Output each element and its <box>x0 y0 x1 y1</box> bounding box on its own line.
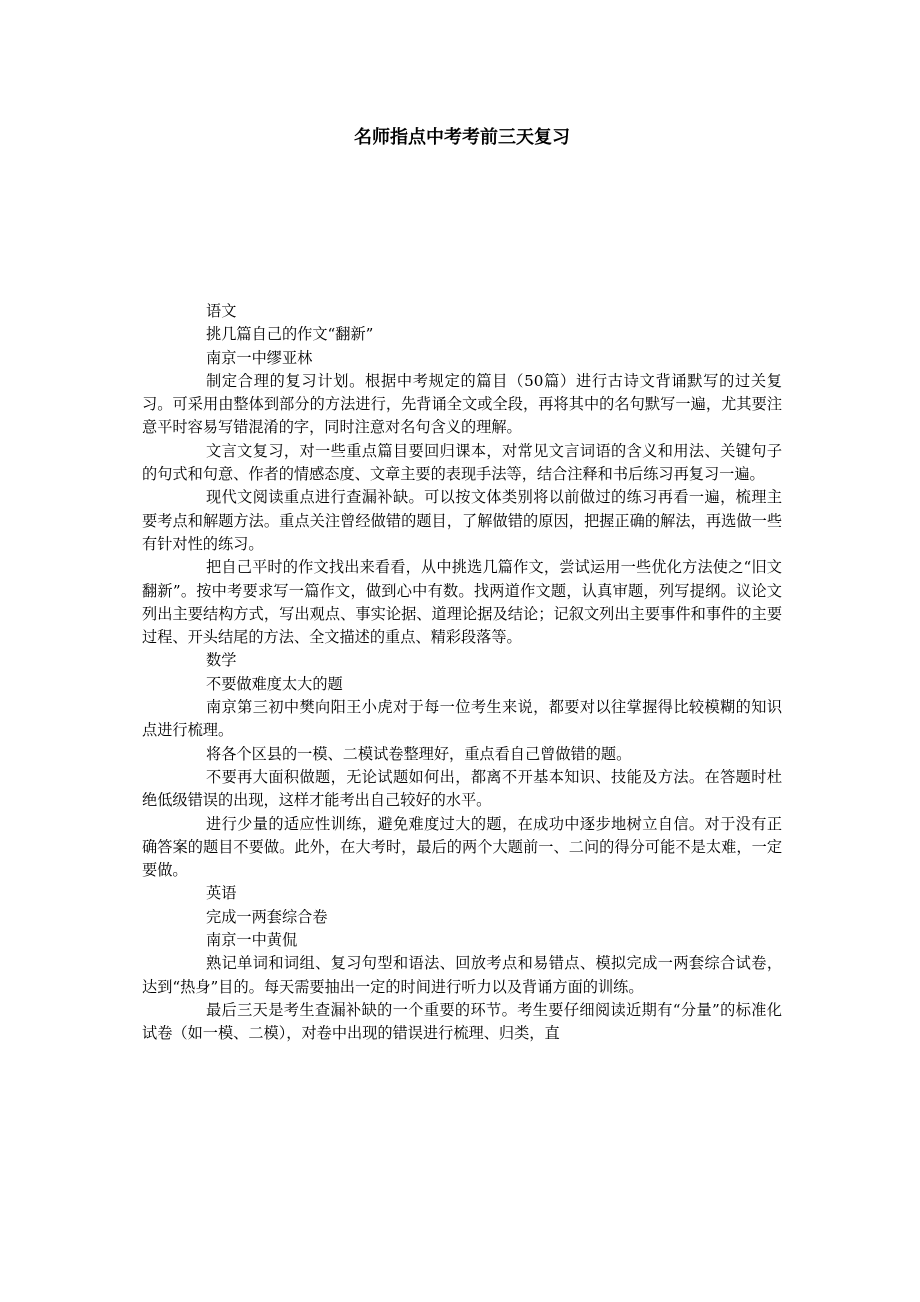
paragraph: 把自己平时的作文找出来看看，从中挑选几篇作文，尝试运用一些优化方法使之“旧文翻新”。按中考要求写一篇作文，做到心中有数。找两道作文题，认真审题，列写提纲。议论文列出主要结构方式，写出观点、事实论据、道理论据及结论；记叙文列出主要事件和事件的主要过程、开头结尾的方法、全文描述的重点、精彩段落等。 <box>142 558 782 647</box>
author-line: 南京一中黄侃 <box>206 931 298 950</box>
document-page <box>142 110 782 1302</box>
section-subtitle: 完成一两套综合卷 <box>206 907 328 926</box>
section-subtitle: 挑几篇自己的作文“翻新” <box>206 325 374 344</box>
paragraph: 现代文阅读重点进行查漏补缺。可以按文体类别将以前做过的练习再看一遍，梳理主要考点和解题方法。重点关注曾经做错的题目，了解做错的原因，把握正确的解法，再选做一些有针对性的练习。 <box>142 488 782 553</box>
section-subtitle: 不要做难度太大的题 <box>206 674 343 693</box>
author-line: 南京一中缪亚林 <box>206 348 313 367</box>
document-title: 名师指点中考考前三天复习 <box>354 127 570 148</box>
paragraph: 进行少量的适应性训练，避免难度过大的题，在成功中逐步地树立自信。对于没有正确答案的题目不要做。此外，在大考时，最后的两个大题前一、二问的得分可能不是太难，一定要做。 <box>142 814 782 880</box>
section-heading-math: 数学 <box>206 651 237 670</box>
paragraph: 最后三天是考生查漏补缺的一个重要的环节。考生要仔细阅读近期有“分量”的标准化试卷（如一模、二模），对卷中出现的错误进行梳理、归类，直 <box>142 1000 782 1043</box>
section-heading-english: 英语 <box>206 884 237 903</box>
paragraph: 将各个区县的一模、二模试卷整理好，重点看自己曾做错的题。 <box>206 744 632 763</box>
document-body <box>142 300 782 1046</box>
paragraph: 熟记单词和词组、复习句型和语法、回放考点和易错点、模拟完成一两套综合试卷，达到“热身”目的。每天需要抽出一定的时间进行听力以及背诵方面的训练。 <box>142 954 782 996</box>
paragraph: 不要再大面积做题，无论试题如何出，都离不开基本知识、技能及方法。在答题时杜绝低级错误的出现，这样才能考出自己较好的水平。 <box>142 767 782 810</box>
paragraph: 文言文复习，对一些重点篇目要回归课本，对常见文言词语的含义和用法、关键句子的句式和句意、作者的情感态度、文章主要的表现手法等，结合注释和书后练习再复习一遍。 <box>142 441 782 484</box>
paragraph: 南京第三初中樊向阳王小虎对于每一位考生来说，都要对以往掌握得比较模糊的知识点进行梳理。 <box>142 698 782 740</box>
paragraph: 制定合理的复习计划。根据中考规定的篇目（50篇）进行古诗文背诵默写的过关复习。可采用由整体到部分的方法进行，先背诵全文或全段，再将其中的名句默写一遍，尤其要注意平时容易写错混淆的字，同时注意对名句含义的理解。 <box>142 371 782 437</box>
section-heading-chinese: 语文 <box>206 302 237 320</box>
